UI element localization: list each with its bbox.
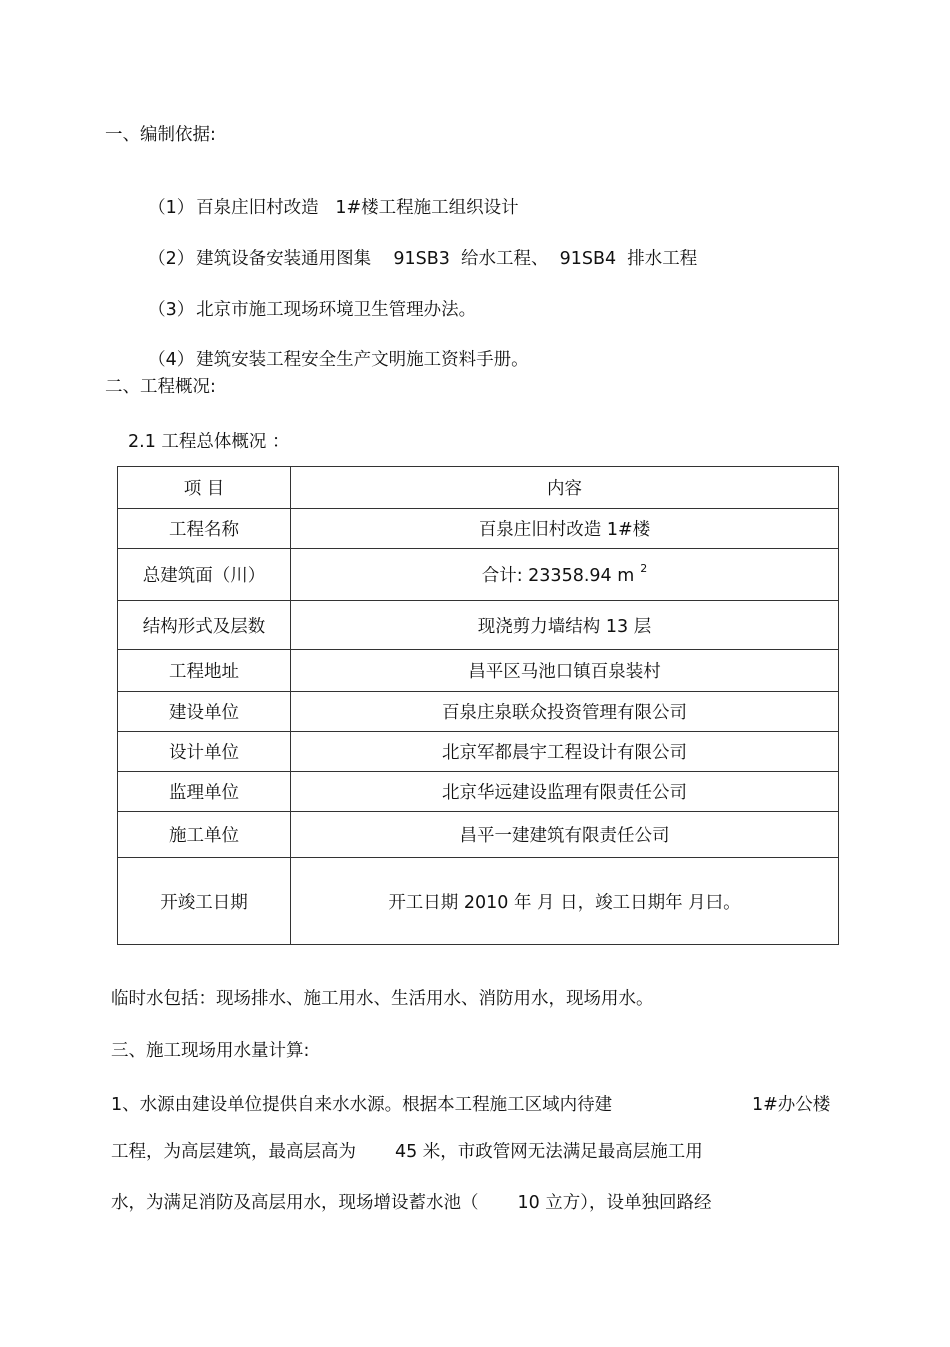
paragraph-line: 工程，为高层建筑，最高层高为 45 米，市政管网无法满足最高层施工用 xyxy=(111,1142,703,1162)
table-row xyxy=(118,650,839,692)
reference-text: 建筑设备安装通用图集 91SB3 给水工程、 91SB4 排水工程 xyxy=(196,249,698,269)
item-cell: 设计单位 xyxy=(118,732,291,772)
header-content-cell: 内容 xyxy=(291,467,839,509)
area-value: 合计: 23358.94 m xyxy=(481,566,635,586)
content-cell: 百泉庄泉联众投资管理有限公司 xyxy=(291,692,839,732)
table-header-row xyxy=(118,467,839,509)
paragraph-line: 水，为满足消防及高层用水，现场增设蓄水池（ 10 立方），设单独回路经 xyxy=(111,1193,712,1213)
header-item-cell: 项 目 xyxy=(118,467,291,509)
reference-item xyxy=(137,226,697,270)
section1-heading: 一、编制依据: xyxy=(105,125,216,145)
table-row xyxy=(118,858,839,945)
content-cell xyxy=(291,549,839,601)
table-row xyxy=(118,509,839,549)
content-cell: 昌平一建建筑有限责任公司 xyxy=(291,812,839,858)
item-cell: 总建筑面（川） xyxy=(118,549,291,601)
reference-item xyxy=(137,175,519,219)
item-cell: 施工单位 xyxy=(118,812,291,858)
content-cell: 百泉庄旧村改造 1#楼 xyxy=(291,509,839,549)
reference-number: （3） xyxy=(148,300,195,320)
reference-number: （1） xyxy=(148,198,195,218)
content-cell: 现浇剪力墙结构 13 层 xyxy=(291,601,839,650)
temporary-water-note: 临时水包括：现场排水、施工用水、生活用水、消防用水，现场用水。 xyxy=(111,989,654,1009)
project-overview-table xyxy=(117,466,839,945)
area-unit-superscript: 2 xyxy=(640,562,648,575)
table-row xyxy=(118,732,839,772)
section2-subheading: 2.1 工程总体概况 ： xyxy=(128,432,290,452)
section2-heading: 二、工程概况: xyxy=(105,377,216,397)
item-cell: 工程名称 xyxy=(118,509,291,549)
item-cell: 建设单位 xyxy=(118,692,291,732)
reference-item xyxy=(137,277,476,321)
reference-text: 北京市施工现场环境卫生管理办法。 xyxy=(196,300,477,320)
table-row xyxy=(118,772,839,812)
item-cell: 结构形式及层数 xyxy=(118,601,291,650)
table-row xyxy=(118,601,839,650)
table-row xyxy=(118,812,839,858)
content-cell: 北京华远建设监理有限责任公司 xyxy=(291,772,839,812)
content-cell: 昌平区马池口镇百泉装村 xyxy=(291,650,839,692)
reference-text: 建筑安装工程安全生产文明施工资料手册。 xyxy=(196,350,529,370)
item-cell: 开竣工日期 xyxy=(118,858,291,945)
item-cell: 工程地址 xyxy=(118,650,291,692)
item-cell: 监理单位 xyxy=(118,772,291,812)
content-cell: 北京军都晨宇工程设计有限公司 xyxy=(291,732,839,772)
reference-number: （4） xyxy=(148,350,195,370)
reference-item xyxy=(137,327,529,371)
content-cell: 开工日期 2010 年 月 日，竣工日期年 月曰。 xyxy=(291,858,839,945)
reference-number: （2） xyxy=(148,249,195,269)
paragraph-line: 1#办公楼 xyxy=(752,1095,831,1115)
section3-heading: 三、施工现场用水量计算: xyxy=(111,1041,310,1061)
table-row xyxy=(118,549,839,601)
paragraph-line: 1、水源由建设单位提供自来水水源。根据本工程施工区域内待建 xyxy=(111,1095,613,1115)
reference-text: 百泉庄旧村改造 1#楼工程施工组织设计 xyxy=(196,198,519,218)
table-row xyxy=(118,692,839,732)
